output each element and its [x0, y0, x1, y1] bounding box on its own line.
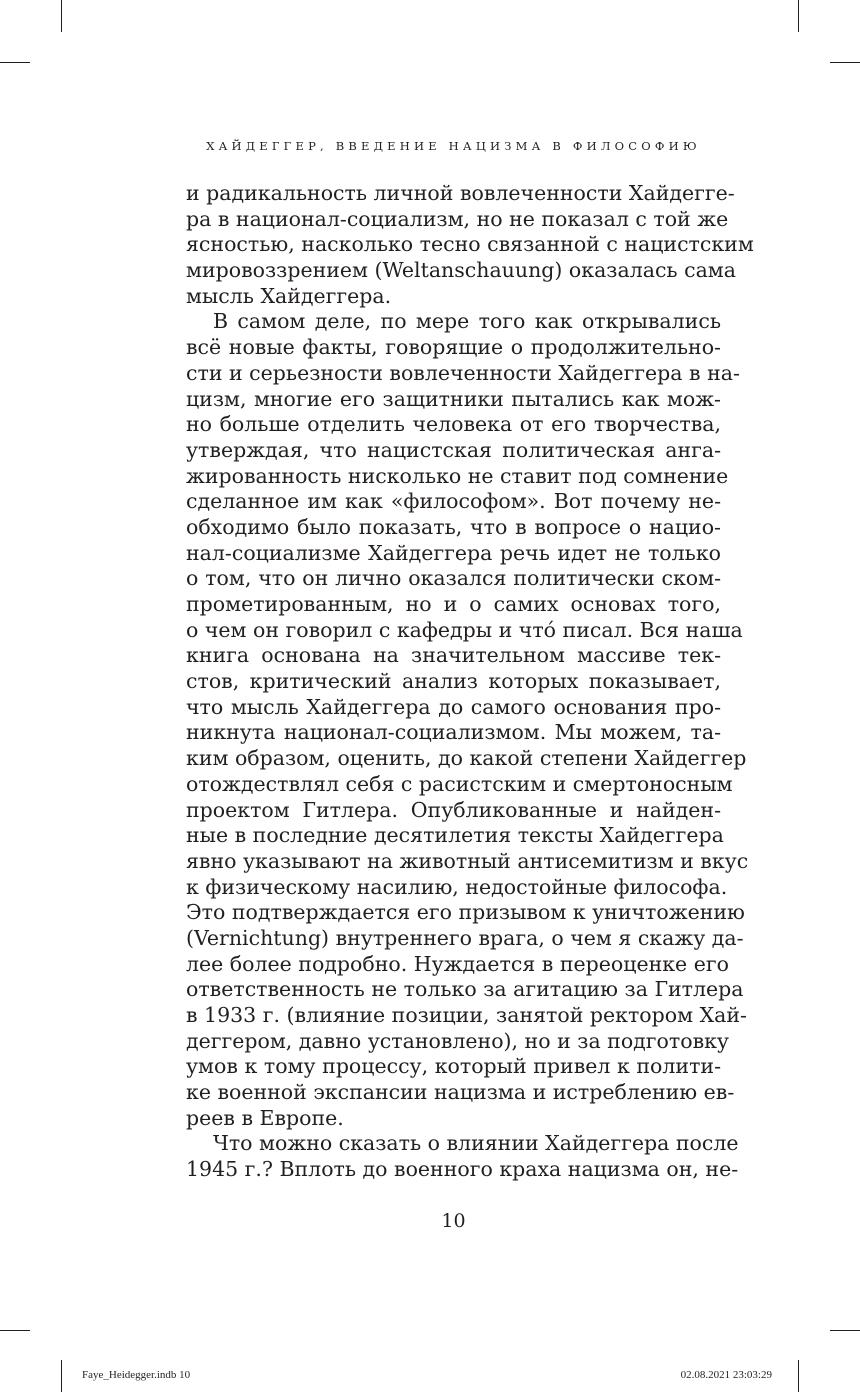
crop-mark-left-top [0, 62, 30, 63]
text-line: нал-социализме Хайдеггера речь идет не только [186, 540, 721, 565]
text-line: сделанное им как «философом». Вот почему не- [186, 489, 721, 514]
crop-mark-bottom-left [61, 1360, 62, 1392]
text-line: книга основана на значительном массиве тек- [186, 643, 721, 668]
text-line: обходимо было показать, что в вопросе о нацио- [186, 514, 721, 539]
text-line: ные в последние десятилетия тексты Хайдеггера [186, 823, 724, 848]
text-line: (Vernichtung) внутреннего врага, о чем я скажу да- [186, 925, 744, 950]
text-line: 1945 г.? Вплоть до военного краха нацизма он, не- [186, 1157, 739, 1182]
text-line: ответственность не только за агитацию за Гитлера [186, 977, 744, 1002]
crop-mark-right-bottom [830, 1330, 860, 1331]
text-line: жированность нисколько не ставит под сомнение [186, 463, 729, 488]
crop-mark-left-bottom [0, 1330, 30, 1331]
text-line: мысль Хайдеггера. [186, 283, 392, 308]
text-line: что мысль Хайдеггера до самого основания про- [186, 694, 721, 719]
text-line: о том, что он лично оказался политически ском- [186, 566, 721, 591]
text-line: стов, критический анализ которых показывает, [186, 669, 721, 694]
slug-datetime: 02.08.2021 23:03:29 [680, 1369, 772, 1381]
slug-file-info: Faye_Heidegger.indb 10 [82, 1369, 191, 1381]
text-line: Это подтверждается его призывом к уничтожению [186, 900, 745, 925]
text-line: ким образом, оценить, до какой степени Хайдеггер [186, 746, 747, 771]
text-line: мировоззрением (Weltanschauung) оказалась сама [186, 258, 736, 283]
running-head: ХАЙДЕГГЕР, ВВЕДЕНИЕ НАЦИЗМА В ФИЛОСОФИЮ [206, 139, 701, 153]
text-line: прометированным, но и о самих основах того, [186, 592, 721, 616]
paragraph [186, 181, 754, 309]
text-line: цизм, многие его защитники пытались как мож- [186, 386, 721, 411]
crop-mark-bottom-right [798, 1360, 799, 1392]
text-line: лее более подробно. Нуждается в переоценке его [186, 951, 729, 976]
text-line: явно указывают на животный антисемитизм и вкус [186, 848, 749, 873]
text-line: ясностью, насколько тесно связанной с нацистским [186, 232, 754, 257]
crop-mark-top-right [798, 0, 799, 32]
text-line: в 1933 г. (влияние позиции, занятой ректором Хай- [186, 1003, 747, 1027]
text-line: реев в Европе. [186, 1105, 344, 1130]
paragraph [186, 1131, 739, 1182]
text-line: умов к тому процессу, который привел к полити- [186, 1054, 721, 1079]
text-line: утверждая, что нацистская политическая анга- [186, 437, 721, 462]
text-line: деггером, давно установлено), но и за подготовку [186, 1028, 729, 1053]
text-line: всё новые факты, говорящие о продолжительно- [186, 335, 721, 360]
page-number: 10 [441, 1210, 466, 1232]
text-line: но больше отделить человека от его творчества, [186, 412, 721, 437]
body-text [186, 181, 754, 1183]
text-line: сти и серьезности вовлеченности Хайдеггера в на- [186, 360, 740, 385]
crop-mark-right-top [830, 62, 860, 63]
text-line: проектом Гитлера. Опубликованные и найден- [186, 797, 721, 822]
text-line: о чем он говорил с кафедры и что́ писал. Вся наша [186, 617, 743, 642]
text-line: ке военной экспансии нацизма и истреблению ев- [186, 1080, 735, 1105]
text-line: никнута национал-социализмом. Мы можем, та- [186, 720, 721, 745]
paragraph [186, 309, 749, 1131]
text-line: отождествлял себя с расистским и смертоносным [186, 771, 733, 796]
text-line: ра в национал-социализм, но не показал с той же [186, 206, 729, 231]
text-line: к физическому насилию, недостойные философа. [186, 874, 728, 899]
crop-mark-top-left [61, 0, 62, 32]
text-line: Что можно сказать о влиянии Хайдеггера после [213, 1131, 739, 1156]
text-line: и радикальность личной вовлеченности Хайдегге- [186, 181, 735, 205]
text-line: В самом деле, по мере того как открывались [213, 309, 721, 334]
